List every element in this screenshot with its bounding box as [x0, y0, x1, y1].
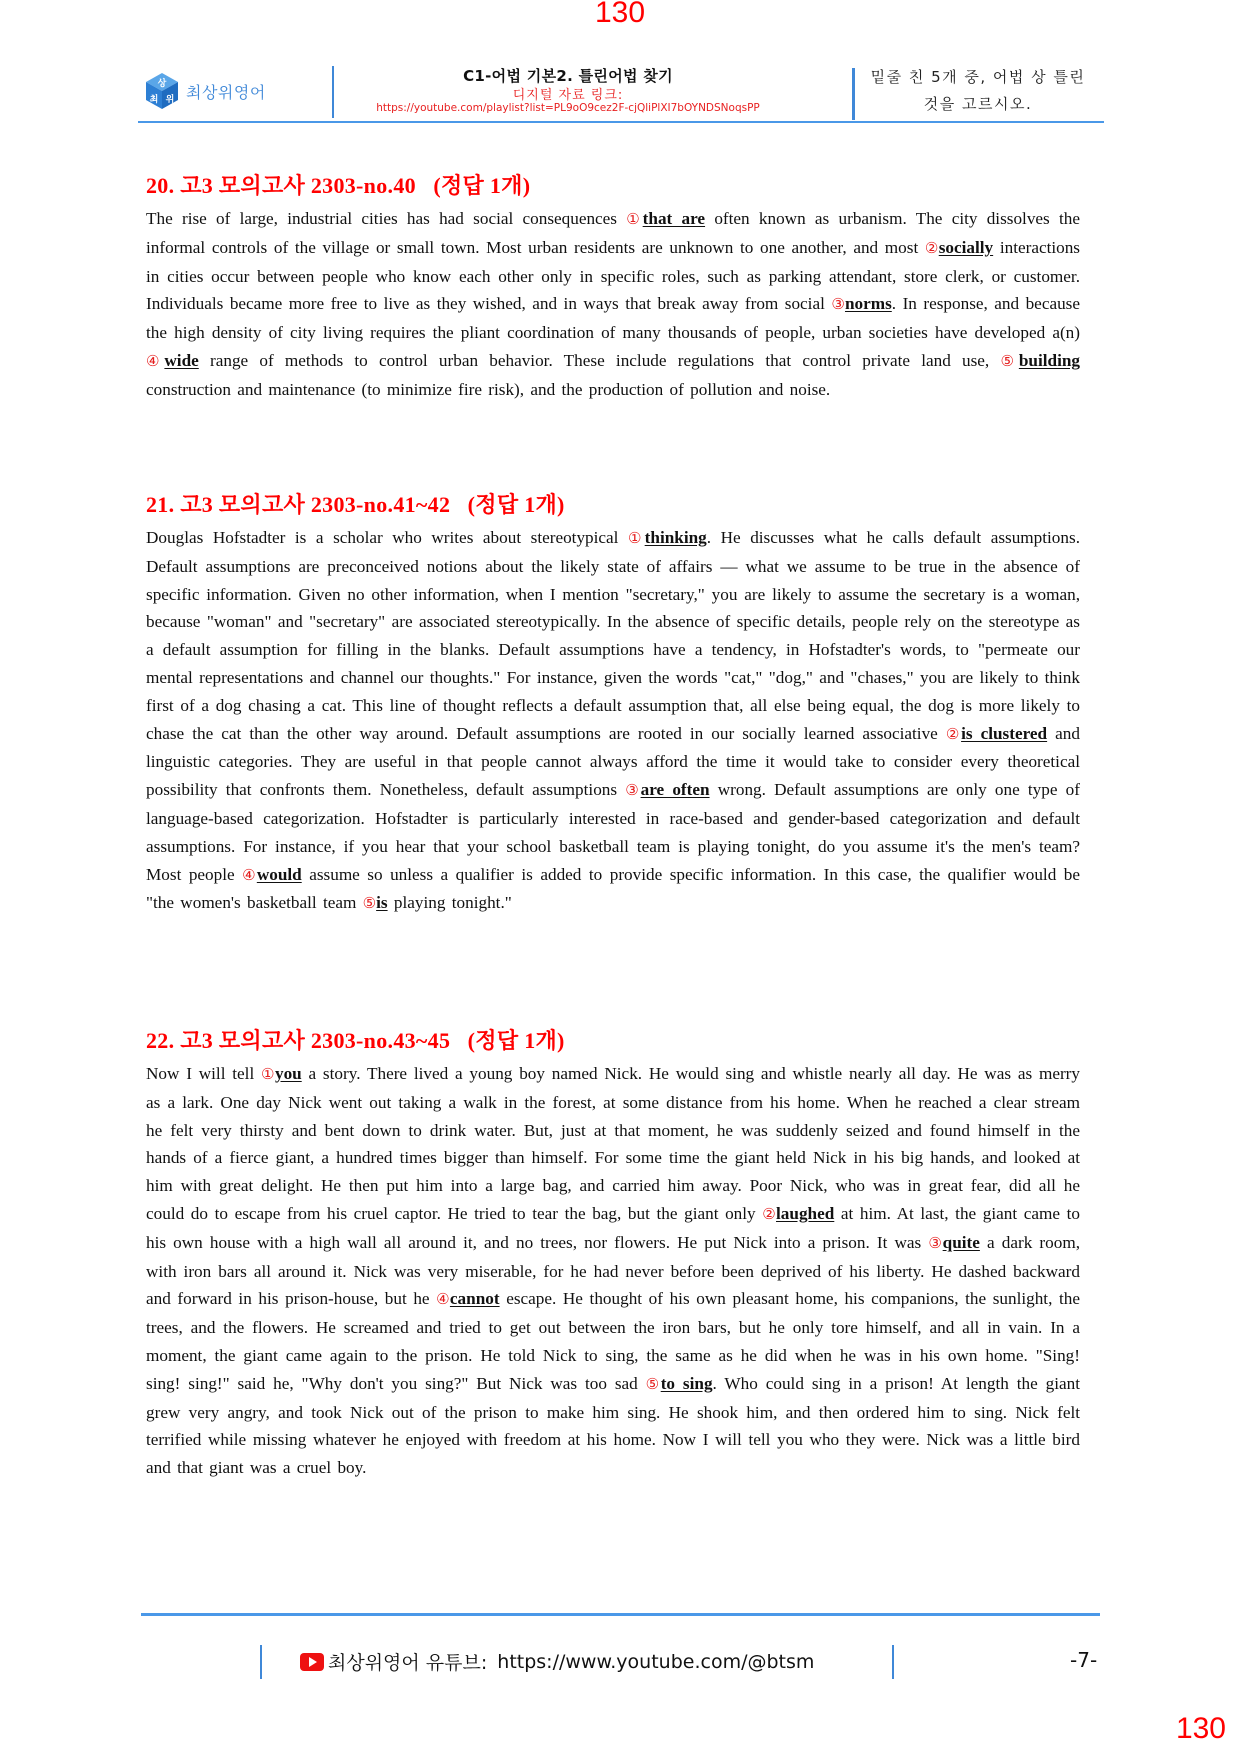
footer-label: 최상위영어 유튜브:: [328, 1652, 488, 1674]
footer-page-label: -7-: [1070, 1648, 1098, 1672]
underlined-choice: laughed: [776, 1203, 835, 1223]
choice-number: ⑤: [362, 894, 377, 913]
header-divider: [852, 68, 855, 120]
choice-number: ①: [626, 210, 643, 228]
playlist-link[interactable]: https://youtube.com/playlist?list=PL9oO9cez2F-cjQliPlXI7bOYNDSNoqsPP: [376, 102, 760, 114]
underlined-choice: to sing: [660, 1373, 713, 1393]
footer-youtube-link[interactable]: https://www.youtube.com/@btsm: [497, 1650, 815, 1673]
instruction-line-2: 것을 고르시오.: [923, 95, 1033, 113]
cube-logo-icon: [144, 72, 180, 110]
underlined-choice: that are: [642, 209, 706, 228]
choice-number: ④: [242, 865, 257, 884]
underlined-choice: building: [1018, 350, 1081, 370]
footer-divider: [892, 1645, 894, 1679]
question-22: [146, 1026, 1080, 1482]
underlined-choice: quite: [942, 1232, 980, 1252]
logo-cube-top-char: 상: [157, 79, 167, 89]
brand-logo: [144, 72, 266, 110]
instruction-line-1: 밑줄 친 5개 중, 어법 상 틀린: [870, 68, 1086, 86]
underlined-choice: socially: [938, 237, 994, 257]
logo-cube-right-char: 위: [165, 95, 175, 105]
choice-number: ③: [831, 295, 845, 314]
question-20: [146, 171, 1080, 404]
instruction-box: [858, 64, 1098, 118]
choice-number: ①: [261, 1065, 275, 1083]
question-title: 21. 고3 모의고사 2303-no.41~42 (정답 1개): [146, 492, 565, 517]
header-rule: [138, 121, 1104, 123]
underlined-choice: would: [256, 864, 302, 884]
passage: Douglas Hofstadter is a scholar who writes about stereotypical ①thinking. He discusses what he calls default assumptions. Default assumptions are preconceived notions about the likely state of affairs — what we assume to be true in the absence of specific information. Given no other information, when I mention "secretary," you are likely to assume the secretary is a woman, because "woman" and "secretary" are associated stereotypically. In the absence of specific details, people rely on the stereotype as a default assumption for filling in the blanks. Default assumptions have a tendency, in Hofstadter's words, to "permeate our mental representations and channel our thoughts." For instance, given the words "cat," "dog," and "chases," you are likely to think first of a dog chasing a cat. This line of thought reflects a default assumption that, all else being equal, the dog is more likely to chase the cat than the other way around. Default assumptions are rooted in our socially learned associative ②is clustered and linguistic categories. They are useful in that people cannot always afford the time it would take to consider every theoretical possibility that confronts them. Nonetheless, default assumptions ③are often wrong. Default assumptions are only one type of language-based categorization. Hofstadter is particularly interested in race-based and gender-based categorization and default assumptions. For instance, if you hear that your school basketball team is playing tonight, do you assume it's the men's team? Most people ④would assume so unless a qualifier is added to provide specific information. In this case, the qualifier would be "the women's basketball team ⑤is playing tonight.": [146, 528, 1081, 913]
footer-rule: [141, 1613, 1100, 1616]
digital-link-label: 디지털 자료 링크:: [512, 88, 624, 103]
choice-number: ①: [627, 529, 645, 547]
page-number-bottom: 130: [1175, 1712, 1226, 1745]
footer-youtube: [300, 1648, 860, 1675]
document-header: [138, 64, 1104, 122]
underlined-choice: is: [376, 893, 388, 913]
question-title: 20. 고3 모의고사 2303-no.40 (정답 1개): [146, 173, 531, 198]
underlined-choice: is clustered: [961, 723, 1048, 743]
underlined-choice: you: [274, 1064, 302, 1083]
choice-number: ④: [436, 1290, 450, 1309]
underlined-choice: wide: [164, 350, 199, 370]
document-title: C1-어법 기본2. 틀린어법 찾기: [463, 67, 673, 85]
choice-number: ⑤: [1000, 351, 1019, 370]
logo-cube-left-char: 최: [149, 95, 159, 105]
passage: The rise of large, industrial cities has had social consequences ①that are often known as urbanism. The city dissolves the informal controls of the village or small town. Most urban residents are unknown to one another, and most ②socially interactions in cities occur between people who know each other only in specific roles, such as parking attendant, store clerk, or customer. Individuals became more free to live as they wished, and in ways that break away from social ③norms. In response, and because the high density of city living requires the pliant coordination of many thousands of people, urban societies have developed a(n) ④wide range of methods to control urban behavior. These include regulations that control private land use, ⑤building construction and maintenance (to minimize fire risk), and the production of pollution and noise.: [146, 209, 1081, 399]
footer-divider: [260, 1645, 262, 1679]
choice-number: ③: [928, 1233, 943, 1252]
header-divider: [332, 66, 334, 118]
question-title: 22. 고3 모의고사 2303-no.43~45 (정답 1개): [146, 1028, 565, 1053]
logo-text: 최상위영어: [186, 82, 266, 102]
choice-number: ④: [146, 351, 165, 370]
youtube-play-icon: [300, 1653, 324, 1671]
choice-number: ②: [762, 1204, 777, 1223]
underlined-choice: thinking: [644, 528, 707, 547]
passage: Now I will tell ①you a story. There lived a young boy named Nick. He would sing and whistle nearly all day. He was as merry as a lark. One day Nick went out taking a walk in the forest, at some distance from his home. When he reached a clear stream he felt very thirsty and bent down to drink water. But, just at that moment, he was suddenly seized and found himself in the hands of a fierce giant, a hundred times bigger than himself. For some time the giant held Nick in his big hands, and looked at him with great delight. He then put him into a large bag, and carried him away. Poor Nick, who was in great fear, did all he could do to escape from his cruel captor. He tried to tear the bag, but the giant only ②laughed at him. At last, the giant came to his own house with a high wall all around it, and no trees, nor flowers. He put Nick into a prison. It was ③quite a dark room, with iron bars all around it. Nick was very miserable, for he had never before been deprived of his liberty. He dashed backward and forward in his prison-house, but he ④cannot escape. He thought of his own pleasant home, his companions, the sunlight, the trees, and the flowers. He screamed and tried to get out between the iron bars, but he only tore himself, and all in vain. In a moment, the giant came again to the prison. He told Nick to sing, the same as he did when he was in his own home. "Sing! sing! sing!" said he, "Why don't you sing?" But Nick was too sad ⑤to sing. Who could sing in a prison! At length the giant grew very angry, and took Nick out of the prison to make him sing. He shook him, and then ordered him to sing. Nick felt terrified while missing whatever he enjoyed with freedom at his home. Now I will tell you who they were. Nick was a little bird and that giant was a cruel boy.: [146, 1064, 1081, 1478]
underlined-choice: norms: [844, 294, 892, 314]
underlined-choice: cannot: [449, 1289, 500, 1309]
choice-number: ②: [924, 238, 939, 257]
choice-number: ③: [625, 781, 641, 800]
question-21: [146, 490, 1080, 918]
page-number-top: 130: [594, 0, 646, 29]
header-center: [338, 64, 798, 114]
choice-number: ⑤: [645, 1374, 661, 1393]
underlined-choice: are often: [640, 780, 710, 800]
choice-number: ②: [945, 724, 962, 743]
